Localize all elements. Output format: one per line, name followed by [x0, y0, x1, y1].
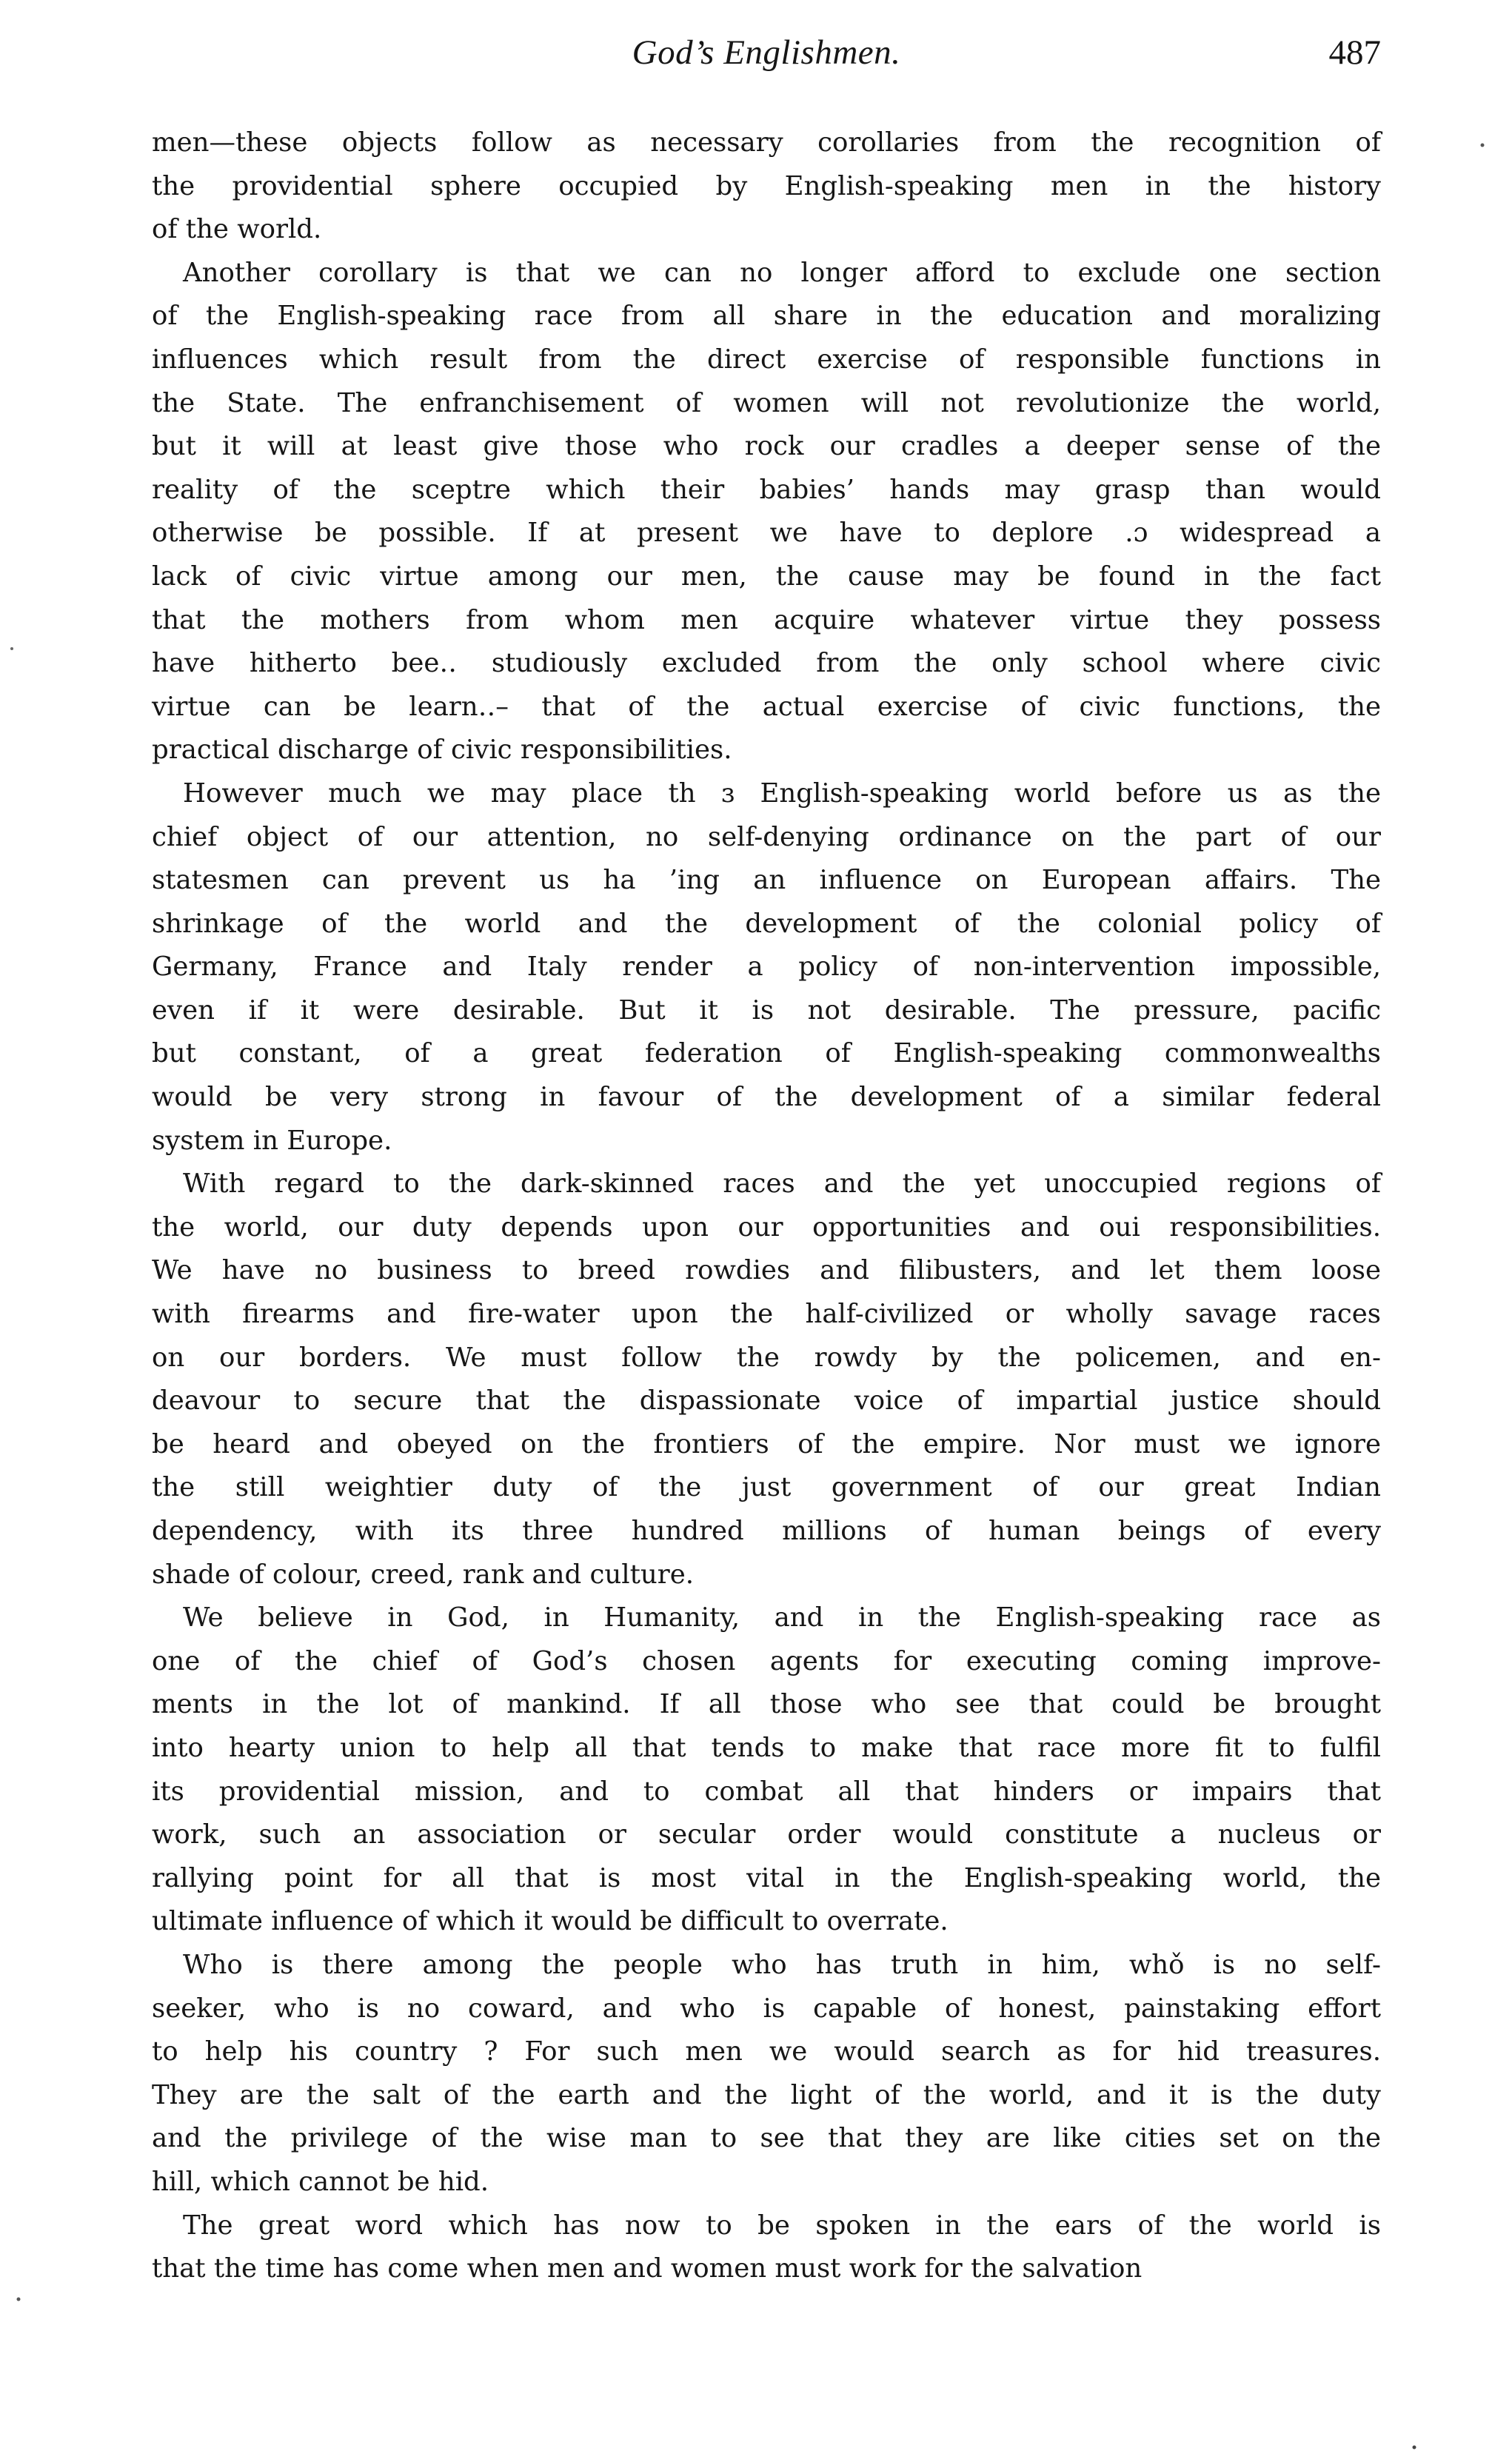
body-text [152, 121, 1381, 2291]
text-line: otherwise be possible. If at present we have to deplore .ɔ widespread a [152, 518, 1381, 549]
paragraph [152, 121, 1381, 252]
text-line: system in Europe. [152, 1125, 392, 1156]
text-line: The great word which has now to be spoken in the ears of the world is [183, 2210, 1381, 2241]
text-line: have hitherto bee‥ studiously excluded from the only school where civic [152, 648, 1381, 679]
text-line: lack of civic virtue among our men, the cause may be found in the fact [152, 561, 1381, 592]
text-line: However much we may place th ɜ English-speaking world before us as the [183, 778, 1381, 809]
text-line: of the world. [152, 214, 322, 245]
text-line: with firearms and fire-water upon the half-civilized or wholly savage races [152, 1299, 1381, 1330]
text-line: Another corollary is that we can no longer afford to exclude one section [183, 257, 1381, 288]
text-line: influences which result from the direct exercise of responsible functions in [152, 344, 1381, 375]
text-line: statesmen can prevent us ha ’ing an influence on European affairs. The [152, 865, 1381, 896]
text-line: virtue can be learn‥– that of the actual exercise of civic functions, the [152, 691, 1381, 722]
paragraph [152, 252, 1381, 772]
text-line: shade of colour, creed, rank and culture. [152, 1559, 695, 1590]
running-title: God’s Englishmen. [632, 33, 901, 72]
paragraph [152, 1596, 1381, 1944]
text-line: rallying point for all that is most vital in the English-speaking world, the [152, 1862, 1381, 1893]
text-line: one of the chief of God’s chosen agents for executing coming improve- [152, 1645, 1381, 1676]
text-line: work, such an association or secular order would constitute a nucleus or [152, 1819, 1381, 1850]
text-line: hill, which cannot be hid. [152, 2166, 489, 2197]
scan-speck [10, 647, 13, 650]
paragraph [152, 1944, 1381, 2204]
text-line: reality of the sceptre which their babies’ hands may grasp than would [152, 474, 1381, 505]
text-line: Germany, France and Italy render a policy of non-intervention impossible, [152, 952, 1381, 983]
text-line: dependency, with its three hundred millions of human beings of every [152, 1516, 1381, 1546]
text-line: Who is there among the people who has truth in him, whǒ is no self- [183, 1949, 1381, 1980]
text-line: on our borders. We must follow the rowdy by the policemen, and en- [152, 1342, 1381, 1373]
page-number: 487 [1328, 33, 1381, 72]
text-line: chief object of our attention, no self-denying ordinance on the part of our [152, 821, 1381, 852]
text-line: They are the salt of the earth and the light of the world, and it is the duty [152, 2079, 1381, 2110]
text-line: its providential mission, and to combat all that hinders or impairs that [152, 1776, 1381, 1807]
paragraph [152, 1163, 1381, 1596]
text-line: but it will at least give those who rock our cradles a deeper sense of the [152, 431, 1381, 462]
text-line: ultimate influence of which it would be difficult to overrate. [152, 1906, 949, 1937]
running-head [152, 27, 1381, 93]
text-line: seeker, who is no coward, and who is capable of honest, painstaking effort [152, 1993, 1381, 2024]
text-line: and the privilege of the wise man to see that they are like cities set on the [152, 2123, 1381, 2154]
text-line: With regard to the dark-skinned races and the yet unoccupied regions of [183, 1168, 1381, 1200]
text-line: We believe in God, in Humanity, and in the English-speaking race as [183, 1602, 1381, 1634]
text-line: We have no business to breed rowdies and filibusters, and let them loose [152, 1255, 1381, 1286]
paragraph [152, 2204, 1381, 2291]
scan-speck [1413, 2446, 1416, 2450]
text-line: shrinkage of the world and the development of the colonial policy of [152, 908, 1381, 939]
text-line: be heard and obeyed on the frontiers of the empire. Nor must we ignore [152, 1428, 1381, 1459]
text-line: the State. The enfranchisement of women will not revolutionize the world, [152, 387, 1381, 418]
text-line: the still weightier duty of the just government of our great Indian [152, 1472, 1381, 1503]
text-line: practical discharge of civic responsibilities. [152, 735, 732, 766]
text-line: the providential sphere occupied by English-speaking men in the history [152, 170, 1381, 201]
text-line: to help his country ? For such men we would search as for hid treasures. [152, 2036, 1381, 2067]
text-line: that the time has come when men and women must work for the salvation [152, 2253, 1143, 2284]
scan-speck [17, 2298, 21, 2301]
text-line: even if it were desirable. But it is not desirable. The pressure, pacific [152, 994, 1381, 1026]
text-line: ments in the lot of mankind. If all those who see that could be brought [152, 1689, 1381, 1720]
text-line: that the mothers from whom men acquire whatever virtue they possess [152, 604, 1381, 635]
text-line: the world, our duty depends upon our opportunities and oui responsibilities. [152, 1211, 1381, 1243]
text-line: into hearty union to help all that tends to make that race more fit to fulfil [152, 1732, 1381, 1763]
text-line: deavour to secure that the dispassionate voice of impartial justice should [152, 1385, 1381, 1417]
paragraph [152, 772, 1381, 1163]
scan-speck [1481, 144, 1485, 147]
text-line: men—these objects follow as necessary corollaries from the recognition of [152, 127, 1381, 158]
text-line: but constant, of a great federation of English-speaking commonwealths [152, 1038, 1381, 1069]
text-line: of the English-speaking race from all share in the education and moralizing [152, 301, 1381, 332]
text-line: would be very strong in favour of the development of a similar federal [152, 1082, 1381, 1113]
